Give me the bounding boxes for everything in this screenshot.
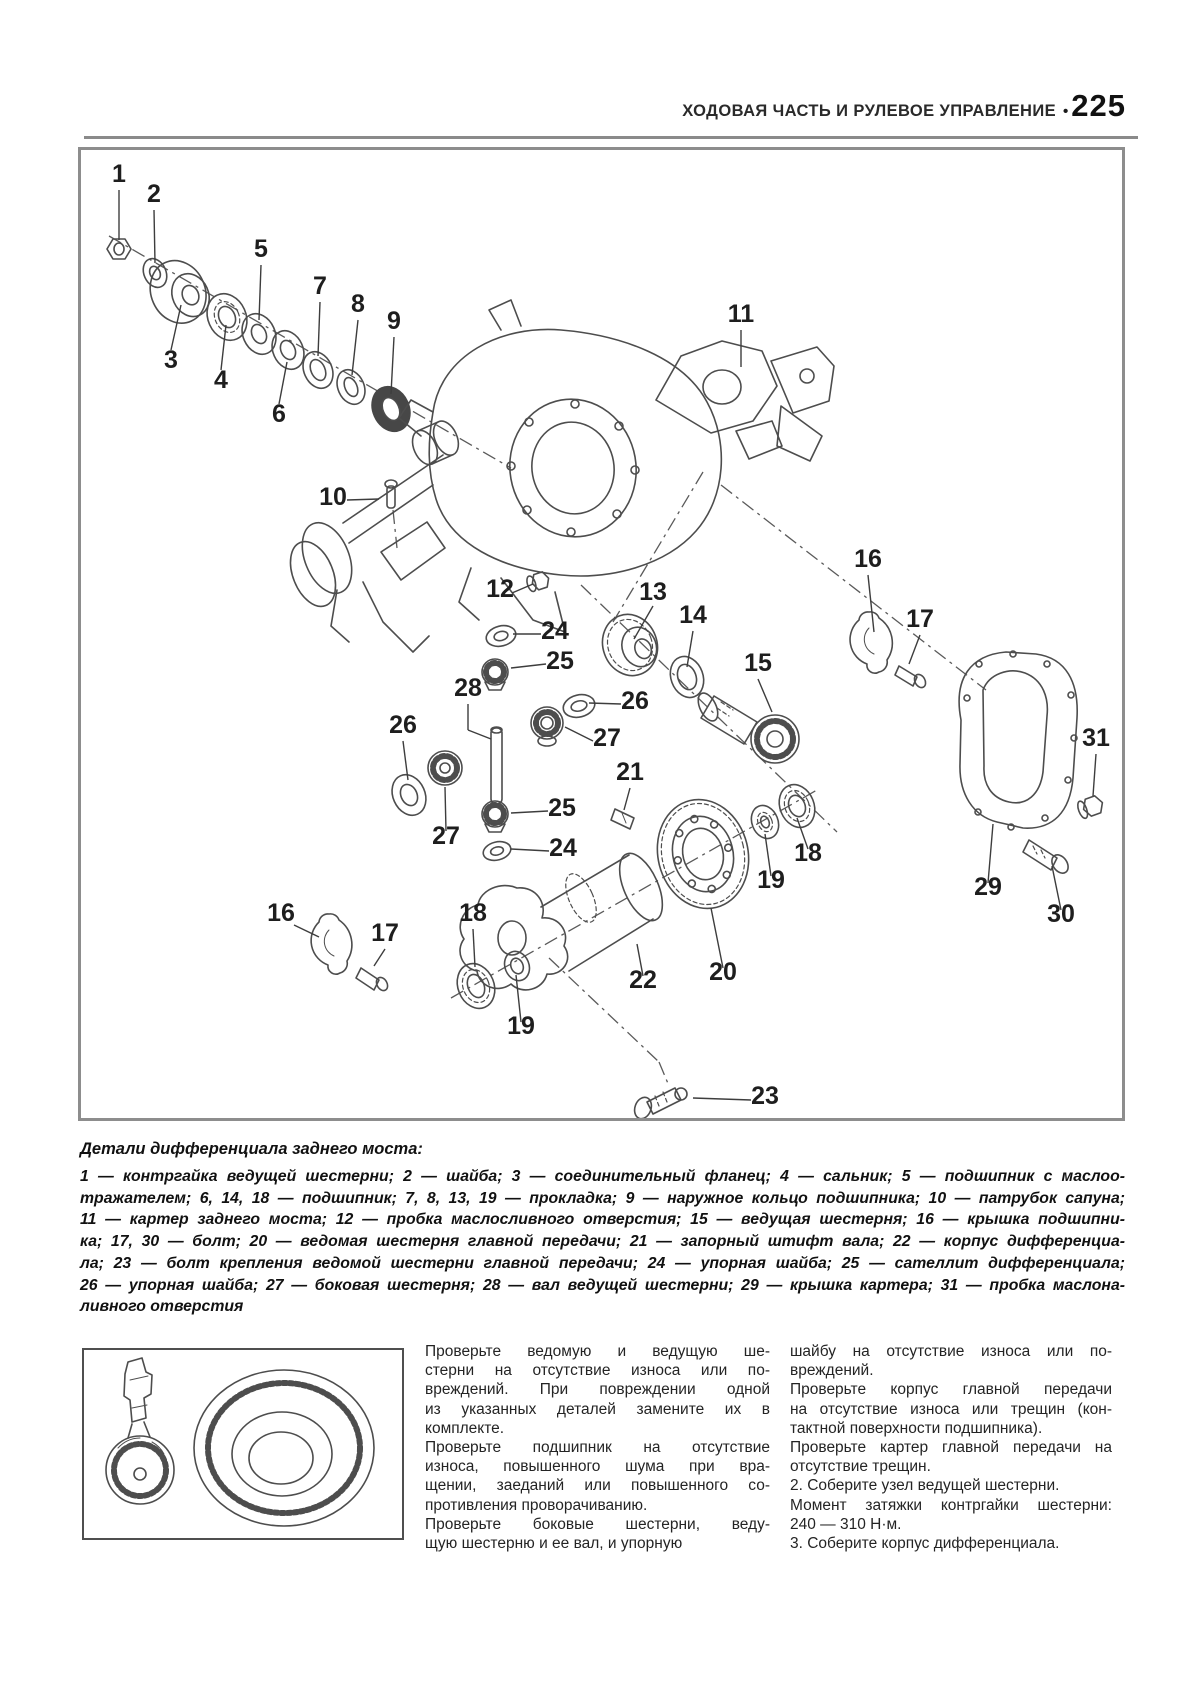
text-line: на отсутствие износа или трещин (кон- <box>790 1400 1112 1418</box>
text-line: Проверьте подшипник на отсутствие <box>425 1439 770 1457</box>
part-callout-24: 24 <box>549 834 577 862</box>
leader-line <box>347 499 379 500</box>
text-line: Проверьте боковые шестерни, веду- <box>425 1515 770 1533</box>
figure-caption <box>80 1138 1125 1318</box>
page-header <box>682 88 1126 124</box>
bullet-separator: • <box>1063 103 1069 120</box>
section-title: ХОДОВАЯ ЧАСТЬ И РУЛЕВОЕ УПРАВЛЕНИЕ <box>682 102 1056 120</box>
leader-line <box>221 325 226 370</box>
axis-line <box>659 1062 669 1086</box>
leader-line <box>624 788 630 810</box>
part-callout-18: 18 <box>794 839 822 867</box>
leader-line <box>511 664 546 668</box>
part-callout-29: 29 <box>974 873 1002 901</box>
text-line: Проверьте ведомую и ведущую ше- <box>425 1343 770 1360</box>
part-callout-17: 17 <box>906 605 934 633</box>
part-callout-13: 13 <box>639 578 667 606</box>
part-callout-30: 30 <box>1047 900 1075 928</box>
leader-line <box>468 730 491 739</box>
part-callout-31: 31 <box>1082 724 1110 752</box>
leader-line <box>391 337 394 394</box>
part-callout-28: 28 <box>454 674 482 702</box>
leader-line <box>687 631 693 667</box>
leader-line <box>259 265 261 320</box>
text-line: из указанных деталей замените их в <box>425 1400 770 1418</box>
leader-line <box>511 849 549 851</box>
text-line: 2. Соберите узел ведущей шестерни. <box>790 1477 1060 1495</box>
leader-line <box>511 811 548 813</box>
text-line: 1 — контргайка ведущей шестерни; 2 — шайба; 3 — соединительный фланец; 4 — сальник; 5 — подшипник с маслоо- <box>80 1168 1125 1185</box>
part-callout-26: 26 <box>389 711 417 739</box>
text-line: 240 — 310 Н·м. <box>790 1515 902 1533</box>
leader-line <box>868 575 874 632</box>
text-line: тражателем; 6, 14, 18 — подшипник; 7, 8, 13, 19 — прокладка; 9 — наружное кольцо подшипника; 10 — патрубок сапуна; <box>80 1189 1125 1207</box>
part-callout-15: 15 <box>744 649 772 677</box>
leader-line <box>154 210 155 263</box>
leader-line <box>1093 754 1096 796</box>
text-line: щении, заеданий или повышенного со- <box>425 1477 770 1495</box>
part-callout-27: 27 <box>432 822 460 850</box>
text-line: тактной поверхности подшипника). <box>790 1419 1043 1437</box>
text-line: 3. Соберите корпус дифференциала. <box>790 1535 1060 1553</box>
part-callout-19: 19 <box>757 866 785 894</box>
leader-line <box>352 320 358 375</box>
part-callout-3: 3 <box>164 346 178 374</box>
text-line: ла; 23 — болт крепления ведомой шестерни главной передачи; 24 — упорная шайба; 25 — сателлит дифференциала; <box>80 1254 1125 1272</box>
text-line: ливного отверстия <box>80 1298 244 1316</box>
part-callout-8: 8 <box>351 290 365 318</box>
text-line: отсутствие трещин. <box>790 1458 931 1476</box>
part-callout-16: 16 <box>267 899 295 927</box>
text-line: износа, повышенного шума при вра- <box>425 1458 770 1476</box>
part-callout-24: 24 <box>541 617 569 645</box>
part-callout-5: 5 <box>254 235 268 263</box>
text-line: стерни на отсутствие износа или по- <box>425 1362 770 1380</box>
axis-line <box>581 585 837 832</box>
part-callout-26: 26 <box>621 687 649 715</box>
part-callout-12: 12 <box>486 575 514 603</box>
part-callout-9: 9 <box>387 307 401 335</box>
text-column-right <box>790 1342 1112 1553</box>
text-line: Проверьте корпус главной передачи <box>790 1381 1112 1399</box>
part-callout-16: 16 <box>854 545 882 573</box>
part-callout-27: 27 <box>593 724 621 752</box>
part-callout-2: 2 <box>147 180 161 208</box>
part-callout-25: 25 <box>546 647 574 675</box>
leader-line <box>693 1098 751 1100</box>
exploded-diagram-frame <box>78 147 1125 1121</box>
text-line: Проверьте картер главной передачи на <box>790 1439 1112 1457</box>
leader-line <box>589 703 621 704</box>
part-callout-17: 17 <box>371 919 399 947</box>
leader-line <box>374 949 385 966</box>
text-line: Момент затяжки контргайки шестерни: <box>790 1496 1112 1514</box>
part-callout-21: 21 <box>616 758 644 786</box>
text-line: противления проворачиванию. <box>425 1496 648 1514</box>
part-callout-14: 14 <box>679 601 707 629</box>
part-callout-20: 20 <box>709 958 737 986</box>
text-line: 26 — упорная шайба; 27 — боковая шестерня; 28 — вал ведущей шестерни; 29 — крышка картера; 31 — пробка маслона- <box>80 1276 1125 1294</box>
page-number: 225 <box>1071 88 1126 123</box>
part-callout-25: 25 <box>548 794 576 822</box>
caption-parts-list <box>80 1166 1125 1318</box>
text-line: вреждений. <box>790 1362 874 1380</box>
part-callout-23: 23 <box>751 1082 779 1110</box>
part-callout-10: 10 <box>319 483 347 511</box>
part-callout-11: 11 <box>727 300 755 328</box>
diagram-artwork <box>107 239 1105 1118</box>
part-callout-22: 22 <box>629 966 657 994</box>
part-callout-19: 19 <box>507 1012 535 1040</box>
leader-line <box>171 305 181 350</box>
leader-line <box>565 727 593 741</box>
exploded-diagram <box>81 150 1122 1118</box>
gear-inset-figure <box>84 1350 402 1538</box>
leader-line <box>758 679 772 712</box>
part-callout-4: 4 <box>214 366 228 394</box>
leader-line <box>318 302 320 356</box>
leader-line <box>473 929 475 967</box>
part-callout-7: 7 <box>313 272 327 300</box>
part-callout-6: 6 <box>272 400 286 428</box>
part-callout-1: 1 <box>112 160 126 188</box>
text-line: 11 — картер заднего моста; 12 — пробка маслосливного отверстия; 15 — ведущая шестерня; 16 — крышка подшипни- <box>80 1211 1125 1229</box>
caption-title: Детали дифференциала заднего моста: <box>80 1140 423 1158</box>
gear-inset-figure-frame <box>82 1348 404 1540</box>
leader-line <box>279 362 287 404</box>
text-line: вреждений. При повреждении одной <box>425 1381 770 1399</box>
gear-inset-artwork <box>106 1358 374 1526</box>
text-line: щую шестерню и ее вал, и упорную <box>425 1535 683 1553</box>
text-line: ка; 17, 30 — болт; 20 — ведомая шестерня главной передачи; 21 — запорный штифт вала; 22 — корпус дифференциа- <box>80 1233 1125 1251</box>
header-rule <box>84 136 1138 139</box>
callout-overlay <box>112 160 1110 1110</box>
text-column-left <box>425 1342 770 1553</box>
leader-line <box>909 635 920 664</box>
text-line: комплекте. <box>425 1419 505 1437</box>
text-line: шайбу на отсутствие износа или по- <box>790 1343 1112 1360</box>
part-callout-18: 18 <box>459 899 487 927</box>
